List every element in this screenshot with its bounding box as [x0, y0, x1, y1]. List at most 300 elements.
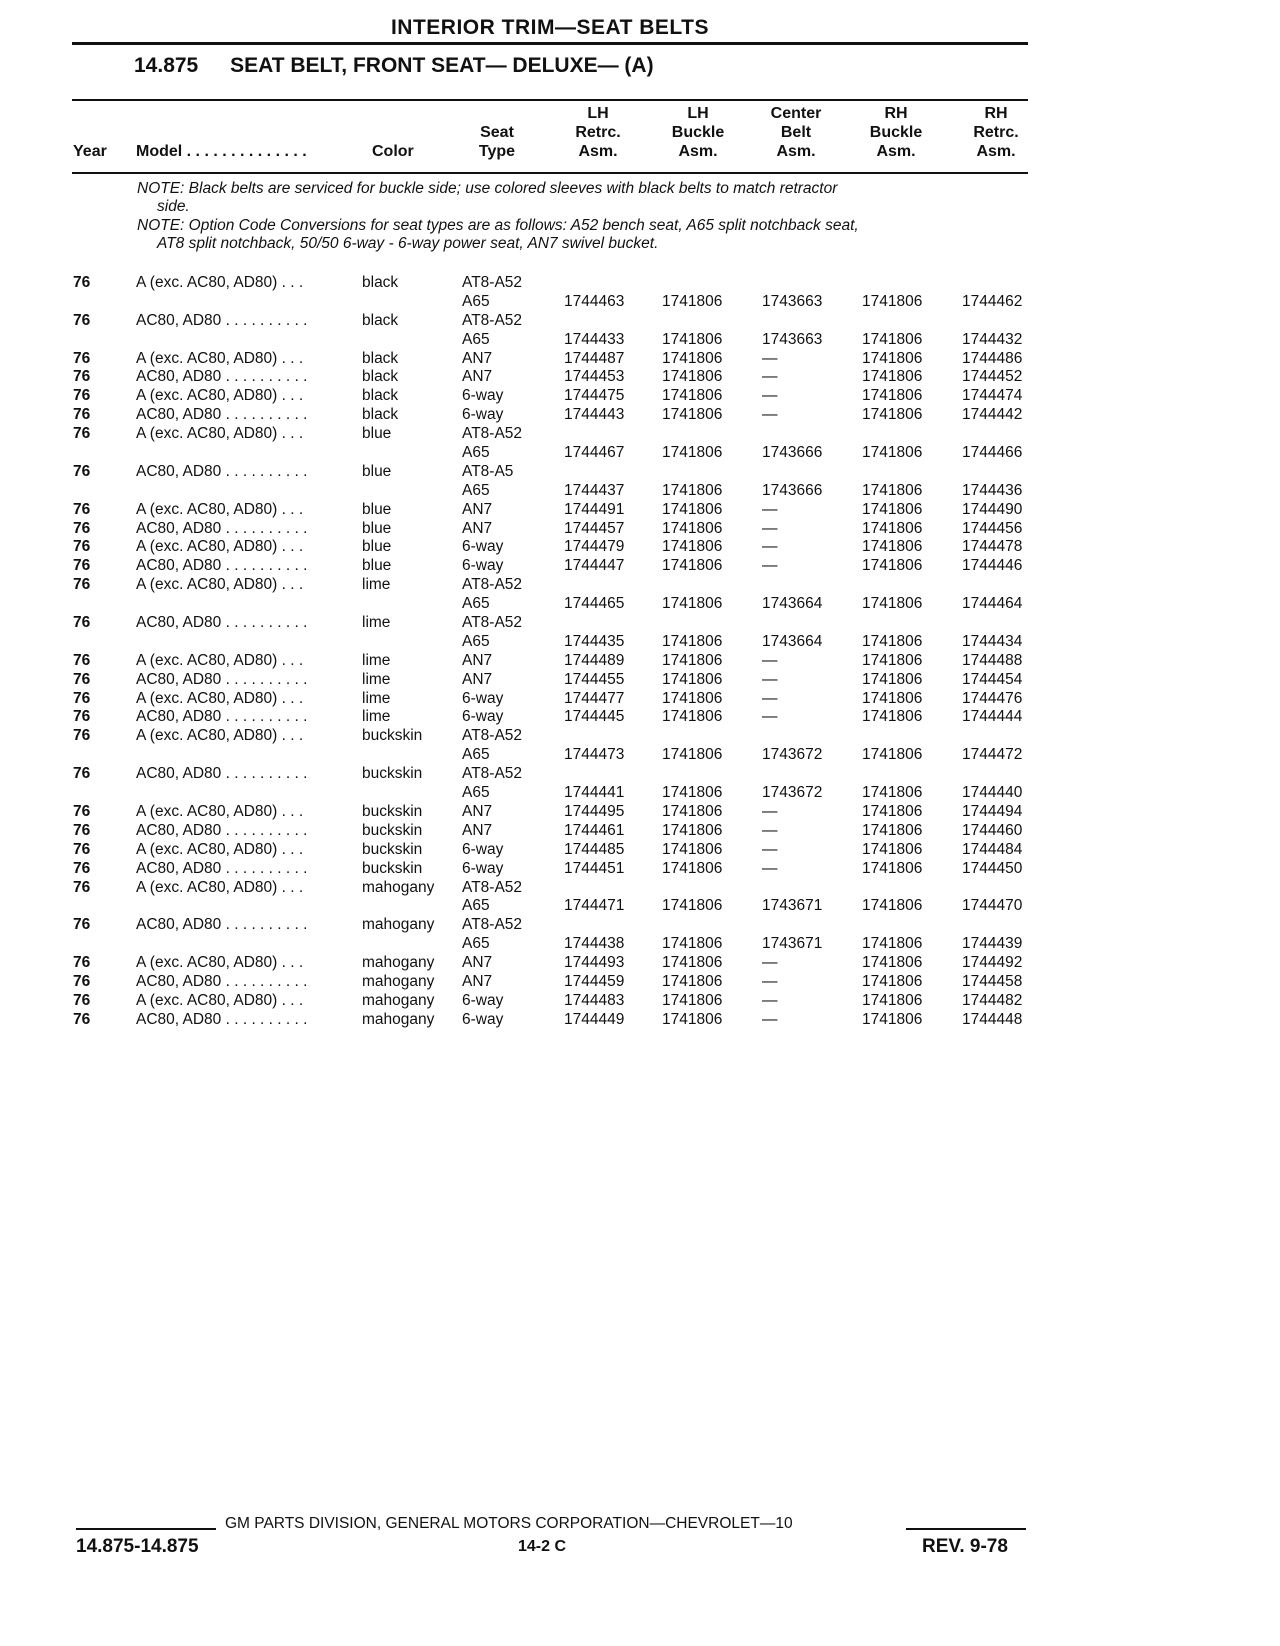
- cell-rh-buckle: 1741806: [862, 444, 923, 462]
- cell-lh-retrc: 1744491: [564, 500, 625, 518]
- cell-seat-type: AN7: [462, 954, 493, 972]
- cell-year: 76: [73, 349, 91, 367]
- cell-model: AC80, AD80 . . . . . . . . . .: [136, 406, 308, 424]
- cell-seat-type: 6-way: [462, 387, 504, 405]
- cell-rh-buckle: 1741806: [862, 689, 923, 707]
- cell-center-belt: —: [762, 406, 778, 424]
- cell-seat-type: AN7: [462, 519, 493, 537]
- cell-seat-type: AT8-A52: [462, 311, 523, 329]
- cell-year: 76: [73, 425, 91, 443]
- cell-seat-type: A65: [462, 292, 490, 310]
- cell-lh-buckle: 1741806: [662, 670, 723, 688]
- cell-year: 76: [73, 406, 91, 424]
- cell-color: blue: [362, 500, 392, 518]
- table-row: [0, 520, 1100, 539]
- cell-seat-type: AT8-A52: [462, 878, 523, 896]
- cell-rh-retrc: 1744458: [962, 972, 1023, 990]
- cell-lh-retrc: 1744461: [564, 821, 625, 839]
- cell-lh-retrc: 1744433: [564, 330, 625, 348]
- table-row: [0, 463, 1100, 482]
- cell-model: A (exc. AC80, AD80) . . .: [136, 840, 304, 858]
- cell-lh-retrc: 1744471: [564, 897, 625, 915]
- cell-model: AC80, AD80 . . . . . . . . . .: [136, 708, 308, 726]
- cell-year: 76: [73, 576, 91, 594]
- cell-rh-retrc: 1744476: [962, 689, 1023, 707]
- cell-model: A (exc. AC80, AD80) . . .: [136, 387, 304, 405]
- cell-model: A (exc. AC80, AD80) . . .: [136, 349, 304, 367]
- table-row: [0, 935, 1100, 954]
- cell-color: buckskin: [362, 821, 423, 839]
- cell-model: AC80, AD80 . . . . . . . . . .: [136, 462, 308, 480]
- cell-center-belt: —: [762, 368, 778, 386]
- cell-seat-type: AT8-A52: [462, 727, 523, 745]
- section-heading: SEAT BELT, FRONT SEAT— DELUXE— (A): [230, 54, 654, 77]
- cell-rh-buckle: 1741806: [862, 746, 923, 764]
- cell-seat-type: 6-way: [462, 557, 504, 575]
- table-row: [0, 425, 1100, 444]
- table-row: [0, 897, 1100, 916]
- table-row: [0, 576, 1100, 595]
- cell-lh-buckle: 1741806: [662, 935, 723, 953]
- cell-model: A (exc. AC80, AD80) . . .: [136, 802, 304, 820]
- table-row: [0, 822, 1100, 841]
- cell-center-belt: 1743664: [762, 632, 823, 650]
- cell-lh-buckle: 1741806: [662, 557, 723, 575]
- table-row: [0, 501, 1100, 520]
- table-row: [0, 708, 1100, 727]
- cell-seat-type: A65: [462, 897, 490, 915]
- cell-lh-retrc: 1744438: [564, 935, 625, 953]
- col-head-lh-buckle: LH Buckle Asm.: [671, 105, 725, 160]
- table-row: [0, 368, 1100, 387]
- cell-year: 76: [73, 651, 91, 669]
- cell-year: 76: [73, 708, 91, 726]
- cell-center-belt: —: [762, 708, 778, 726]
- cell-year: 76: [73, 954, 91, 972]
- cell-center-belt: 1743672: [762, 784, 823, 802]
- cell-model: A (exc. AC80, AD80) . . .: [136, 727, 304, 745]
- header-rule: [72, 42, 1028, 45]
- col-head-center-belt: Center Belt Asm.: [770, 105, 822, 160]
- cell-rh-retrc: 1744484: [962, 840, 1023, 858]
- page-header-title: INTERIOR TRIM—SEAT BELTS: [390, 16, 710, 39]
- table-row: [0, 690, 1100, 709]
- cell-seat-type: AT8-A52: [462, 765, 523, 783]
- cell-seat-type: AT8-A52: [462, 576, 523, 594]
- cell-rh-buckle: 1741806: [862, 519, 923, 537]
- cell-year: 76: [73, 500, 91, 518]
- cell-center-belt: —: [762, 670, 778, 688]
- table-row: [0, 841, 1100, 860]
- cell-year: 76: [73, 916, 91, 934]
- cell-color: lime: [362, 670, 391, 688]
- cell-year: 76: [73, 1010, 91, 1028]
- cell-lh-retrc: 1744473: [564, 746, 625, 764]
- cell-model: AC80, AD80 . . . . . . . . . .: [136, 859, 308, 877]
- cell-model: A (exc. AC80, AD80) . . .: [136, 274, 304, 291]
- cell-rh-retrc: 1744478: [962, 538, 1023, 556]
- cell-rh-retrc: 1744462: [962, 292, 1023, 310]
- cell-center-belt: —: [762, 689, 778, 707]
- cell-seat-type: AN7: [462, 802, 493, 820]
- cell-color: mahogany: [362, 954, 435, 972]
- cell-year: 76: [73, 840, 91, 858]
- cell-color: mahogany: [362, 972, 435, 990]
- footer-publisher: GM PARTS DIVISION, GENERAL MOTORS CORPORATION—CHEVROLET—10: [225, 1515, 793, 1532]
- cell-seat-type: AN7: [462, 821, 493, 839]
- cell-rh-retrc: 1744434: [962, 632, 1023, 650]
- cell-lh-buckle: 1741806: [662, 897, 723, 915]
- cell-rh-buckle: 1741806: [862, 1010, 923, 1028]
- cell-lh-retrc: 1744465: [564, 595, 625, 613]
- cell-color: mahogany: [362, 916, 435, 934]
- cell-seat-type: AN7: [462, 500, 493, 518]
- cell-year: 76: [73, 859, 91, 877]
- cell-rh-buckle: 1741806: [862, 349, 923, 367]
- cell-seat-type: AN7: [462, 670, 493, 688]
- cell-rh-buckle: 1741806: [862, 991, 923, 1009]
- cell-rh-buckle: 1741806: [862, 406, 923, 424]
- cell-lh-retrc: 1744451: [564, 859, 625, 877]
- cell-color: mahogany: [362, 878, 435, 896]
- table-row: [0, 633, 1100, 652]
- cell-color: black: [362, 368, 399, 386]
- cell-seat-type: AN7: [462, 349, 493, 367]
- cell-color: mahogany: [362, 991, 435, 1009]
- column-header-top-rule: [72, 99, 1028, 101]
- cell-model: AC80, AD80 . . . . . . . . . .: [136, 1010, 308, 1028]
- cell-seat-type: A65: [462, 746, 490, 764]
- cell-year: 76: [73, 765, 91, 783]
- cell-rh-buckle: 1741806: [862, 330, 923, 348]
- cell-center-belt: 1743671: [762, 935, 823, 953]
- cell-seat-type: 6-way: [462, 859, 504, 877]
- table-row: [0, 274, 1100, 293]
- cell-lh-buckle: 1741806: [662, 1010, 723, 1028]
- cell-year: 76: [73, 557, 91, 575]
- cell-lh-buckle: 1741806: [662, 840, 723, 858]
- cell-rh-buckle: 1741806: [862, 802, 923, 820]
- cell-rh-retrc: 1744472: [962, 746, 1023, 764]
- cell-lh-retrc: 1744467: [564, 444, 625, 462]
- cell-rh-retrc: 1744448: [962, 1010, 1023, 1028]
- cell-lh-buckle: 1741806: [662, 972, 723, 990]
- cell-rh-retrc: 1744474: [962, 387, 1023, 405]
- cell-color: blue: [362, 519, 392, 537]
- cell-year: 76: [73, 727, 91, 745]
- cell-center-belt: —: [762, 972, 778, 990]
- cell-rh-retrc: 1744442: [962, 406, 1023, 424]
- cell-rh-buckle: 1741806: [862, 557, 923, 575]
- cell-center-belt: 1743664: [762, 595, 823, 613]
- cell-color: buckskin: [362, 727, 423, 745]
- cell-year: 76: [73, 462, 91, 480]
- cell-model: AC80, AD80 . . . . . . . . . .: [136, 765, 308, 783]
- cell-model: AC80, AD80 . . . . . . . . . .: [136, 972, 308, 990]
- cell-rh-buckle: 1741806: [862, 595, 923, 613]
- cell-color: black: [362, 387, 399, 405]
- table-row: [0, 652, 1100, 671]
- cell-center-belt: —: [762, 821, 778, 839]
- cell-lh-retrc: 1744483: [564, 991, 625, 1009]
- col-head-rh-retrc: RH Retrc. Asm.: [973, 105, 1019, 160]
- cell-lh-buckle: 1741806: [662, 708, 723, 726]
- footer-rule-left: [76, 1528, 216, 1530]
- cell-lh-buckle: 1741806: [662, 689, 723, 707]
- cell-year: 76: [73, 387, 91, 405]
- cell-center-belt: —: [762, 500, 778, 518]
- cell-lh-retrc: 1744463: [564, 292, 625, 310]
- table-row: [0, 482, 1100, 501]
- footer-rule-right: [906, 1528, 1026, 1530]
- cell-lh-buckle: 1741806: [662, 802, 723, 820]
- cell-lh-retrc: 1744489: [564, 651, 625, 669]
- table-row: [0, 331, 1100, 350]
- table-row: [0, 671, 1100, 690]
- table-row: [0, 350, 1100, 369]
- cell-color: lime: [362, 708, 391, 726]
- cell-center-belt: 1743663: [762, 292, 823, 310]
- cell-seat-type: 6-way: [462, 689, 504, 707]
- cell-model: A (exc. AC80, AD80) . . .: [136, 991, 304, 1009]
- cell-model: A (exc. AC80, AD80) . . .: [136, 954, 304, 972]
- cell-lh-retrc: 1744453: [564, 368, 625, 386]
- cell-lh-retrc: 1744487: [564, 349, 625, 367]
- cell-seat-type: A65: [462, 595, 490, 613]
- cell-lh-retrc: 1744447: [564, 557, 625, 575]
- cell-seat-type: 6-way: [462, 991, 504, 1009]
- cell-lh-buckle: 1741806: [662, 292, 723, 310]
- cell-center-belt: —: [762, 991, 778, 1009]
- cell-rh-retrc: 1744436: [962, 481, 1023, 499]
- table-row: [0, 784, 1100, 803]
- cell-color: lime: [362, 614, 391, 632]
- cell-lh-buckle: 1741806: [662, 330, 723, 348]
- cell-center-belt: —: [762, 349, 778, 367]
- cell-lh-buckle: 1741806: [662, 954, 723, 972]
- parts-table: [0, 274, 1100, 1030]
- col-head-rh-buckle: RH Buckle Asm.: [869, 105, 923, 160]
- cell-color: black: [362, 406, 399, 424]
- cell-seat-type: A65: [462, 330, 490, 348]
- cell-lh-retrc: 1744475: [564, 387, 625, 405]
- cell-seat-type: AN7: [462, 368, 493, 386]
- footer-revision: REV. 9-78: [922, 1536, 1008, 1557]
- table-row: [0, 765, 1100, 784]
- cell-rh-buckle: 1741806: [862, 935, 923, 953]
- cell-rh-retrc: 1744466: [962, 444, 1023, 462]
- table-row: [0, 916, 1100, 935]
- cell-lh-buckle: 1741806: [662, 859, 723, 877]
- cell-year: 76: [73, 519, 91, 537]
- cell-model: A (exc. AC80, AD80) . . .: [136, 651, 304, 669]
- cell-seat-type: A65: [462, 481, 490, 499]
- col-head-seat-type: Seat Type: [478, 124, 516, 160]
- cell-seat-type: 6-way: [462, 406, 504, 424]
- cell-model: A (exc. AC80, AD80) . . .: [136, 538, 304, 556]
- cell-lh-buckle: 1741806: [662, 519, 723, 537]
- cell-model: AC80, AD80 . . . . . . . . . .: [136, 311, 308, 329]
- cell-color: lime: [362, 689, 391, 707]
- cell-rh-buckle: 1741806: [862, 784, 923, 802]
- section-title: [134, 54, 654, 78]
- note-black-belts: NOTE: Black belts are serviced for buckle side; use colored sleeves with black belts to match retractor side.: [137, 180, 838, 216]
- cell-center-belt: —: [762, 840, 778, 858]
- cell-lh-buckle: 1741806: [662, 387, 723, 405]
- cell-seat-type: AT8-A52: [462, 614, 523, 632]
- cell-lh-retrc: 1744485: [564, 840, 625, 858]
- cell-lh-buckle: 1741806: [662, 481, 723, 499]
- cell-center-belt: 1743663: [762, 330, 823, 348]
- cell-seat-type: AT8-A5: [462, 462, 514, 480]
- cell-rh-retrc: 1744490: [962, 500, 1023, 518]
- cell-rh-buckle: 1741806: [862, 840, 923, 858]
- cell-rh-buckle: 1741806: [862, 651, 923, 669]
- cell-model: AC80, AD80 . . . . . . . . . .: [136, 557, 308, 575]
- footer-page-range: 14.875-14.875: [76, 1536, 199, 1557]
- cell-color: black: [362, 349, 399, 367]
- cell-year: 76: [73, 991, 91, 1009]
- notes-block: [137, 180, 1017, 253]
- cell-seat-type: A65: [462, 632, 490, 650]
- cell-rh-buckle: 1741806: [862, 368, 923, 386]
- cell-rh-retrc: 1744482: [962, 991, 1023, 1009]
- cell-lh-buckle: 1741806: [662, 349, 723, 367]
- cell-lh-retrc: 1744441: [564, 784, 625, 802]
- cell-model: A (exc. AC80, AD80) . . .: [136, 689, 304, 707]
- cell-color: blue: [362, 462, 392, 480]
- cell-rh-retrc: 1744450: [962, 859, 1023, 877]
- cell-rh-buckle: 1741806: [862, 670, 923, 688]
- cell-lh-buckle: 1741806: [662, 368, 723, 386]
- cell-rh-retrc: 1744444: [962, 708, 1023, 726]
- cell-lh-retrc: 1744455: [564, 670, 625, 688]
- cell-center-belt: —: [762, 651, 778, 669]
- cell-seat-type: A65: [462, 444, 490, 462]
- cell-lh-retrc: 1744443: [564, 406, 625, 424]
- cell-rh-retrc: 1744432: [962, 330, 1023, 348]
- cell-seat-type: AN7: [462, 972, 493, 990]
- cell-year: 76: [73, 368, 91, 386]
- cell-rh-retrc: 1744464: [962, 595, 1023, 613]
- table-row: [0, 557, 1100, 576]
- cell-rh-retrc: 1744492: [962, 954, 1023, 972]
- cell-seat-type: AN7: [462, 651, 493, 669]
- cell-year: 76: [73, 670, 91, 688]
- cell-color: lime: [362, 576, 391, 594]
- table-row: [0, 973, 1100, 992]
- col-head-color: Color: [372, 143, 414, 160]
- cell-center-belt: 1743671: [762, 897, 823, 915]
- cell-rh-buckle: 1741806: [862, 632, 923, 650]
- cell-rh-retrc: 1744439: [962, 935, 1023, 953]
- cell-year: 76: [73, 972, 91, 990]
- cell-color: blue: [362, 557, 392, 575]
- cell-center-belt: —: [762, 519, 778, 537]
- cell-rh-retrc: 1744440: [962, 784, 1023, 802]
- cell-color: buckskin: [362, 802, 423, 820]
- cell-color: black: [362, 274, 399, 291]
- cell-lh-buckle: 1741806: [662, 991, 723, 1009]
- cell-center-belt: 1743666: [762, 481, 823, 499]
- table-row: [0, 595, 1100, 614]
- table-row: [0, 406, 1100, 425]
- cell-lh-buckle: 1741806: [662, 746, 723, 764]
- cell-seat-type: A65: [462, 935, 490, 953]
- col-head-year: Year: [73, 143, 107, 160]
- cell-model: AC80, AD80 . . . . . . . . . .: [136, 916, 308, 934]
- cell-lh-retrc: 1744477: [564, 689, 625, 707]
- cell-color: lime: [362, 651, 391, 669]
- cell-center-belt: 1743672: [762, 746, 823, 764]
- cell-year: 76: [73, 311, 91, 329]
- table-row: [0, 444, 1100, 463]
- cell-center-belt: —: [762, 859, 778, 877]
- cell-lh-retrc: 1744445: [564, 708, 625, 726]
- cell-center-belt: —: [762, 954, 778, 972]
- table-row: [0, 1011, 1100, 1030]
- cell-center-belt: —: [762, 1010, 778, 1028]
- cell-rh-retrc: 1744452: [962, 368, 1023, 386]
- cell-lh-retrc: 1744479: [564, 538, 625, 556]
- cell-lh-buckle: 1741806: [662, 651, 723, 669]
- cell-model: AC80, AD80 . . . . . . . . . .: [136, 614, 308, 632]
- cell-rh-retrc: 1744454: [962, 670, 1023, 688]
- cell-year: 76: [73, 802, 91, 820]
- cell-seat-type: AT8-A52: [462, 916, 523, 934]
- cell-center-belt: —: [762, 557, 778, 575]
- cell-lh-retrc: 1744493: [564, 954, 625, 972]
- cell-model: A (exc. AC80, AD80) . . .: [136, 425, 304, 443]
- table-row: [0, 803, 1100, 822]
- cell-color: buckskin: [362, 765, 423, 783]
- cell-rh-buckle: 1741806: [862, 500, 923, 518]
- cell-seat-type: 6-way: [462, 840, 504, 858]
- cell-color: blue: [362, 538, 392, 556]
- table-row: [0, 614, 1100, 633]
- cell-color: black: [362, 311, 399, 329]
- cell-color: mahogany: [362, 1010, 435, 1028]
- cell-year: 76: [73, 821, 91, 839]
- table-row: [0, 879, 1100, 898]
- cell-rh-buckle: 1741806: [862, 292, 923, 310]
- cell-rh-retrc: 1744460: [962, 821, 1023, 839]
- table-row: [0, 860, 1100, 879]
- cell-model: AC80, AD80 . . . . . . . . . .: [136, 670, 308, 688]
- cell-year: 76: [73, 538, 91, 556]
- cell-rh-buckle: 1741806: [862, 821, 923, 839]
- table-row: [0, 746, 1100, 765]
- cell-rh-retrc: 1744470: [962, 897, 1023, 915]
- cell-seat-type: AT8-A52: [462, 274, 523, 291]
- cell-color: buckskin: [362, 859, 423, 877]
- note-option-codes: NOTE: Option Code Conversions for seat types are as follows: A52 bench seat, A65 split notchback seat, AT8 split notchback, 50/50 6-way - 6-way power seat, AN7 swivel bucket.: [137, 216, 859, 252]
- cell-lh-buckle: 1741806: [662, 632, 723, 650]
- cell-rh-buckle: 1741806: [862, 954, 923, 972]
- cell-year: 76: [73, 274, 91, 291]
- cell-seat-type: AT8-A52: [462, 425, 523, 443]
- cell-model: AC80, AD80 . . . . . . . . . .: [136, 821, 308, 839]
- cell-lh-retrc: 1744457: [564, 519, 625, 537]
- cell-lh-retrc: 1744449: [564, 1010, 625, 1028]
- cell-lh-buckle: 1741806: [662, 538, 723, 556]
- cell-color: blue: [362, 425, 392, 443]
- cell-model: AC80, AD80 . . . . . . . . . .: [136, 368, 308, 386]
- cell-lh-buckle: 1741806: [662, 500, 723, 518]
- cell-rh-retrc: 1744486: [962, 349, 1023, 367]
- cell-rh-buckle: 1741806: [862, 972, 923, 990]
- section-number: 14.875: [134, 54, 199, 77]
